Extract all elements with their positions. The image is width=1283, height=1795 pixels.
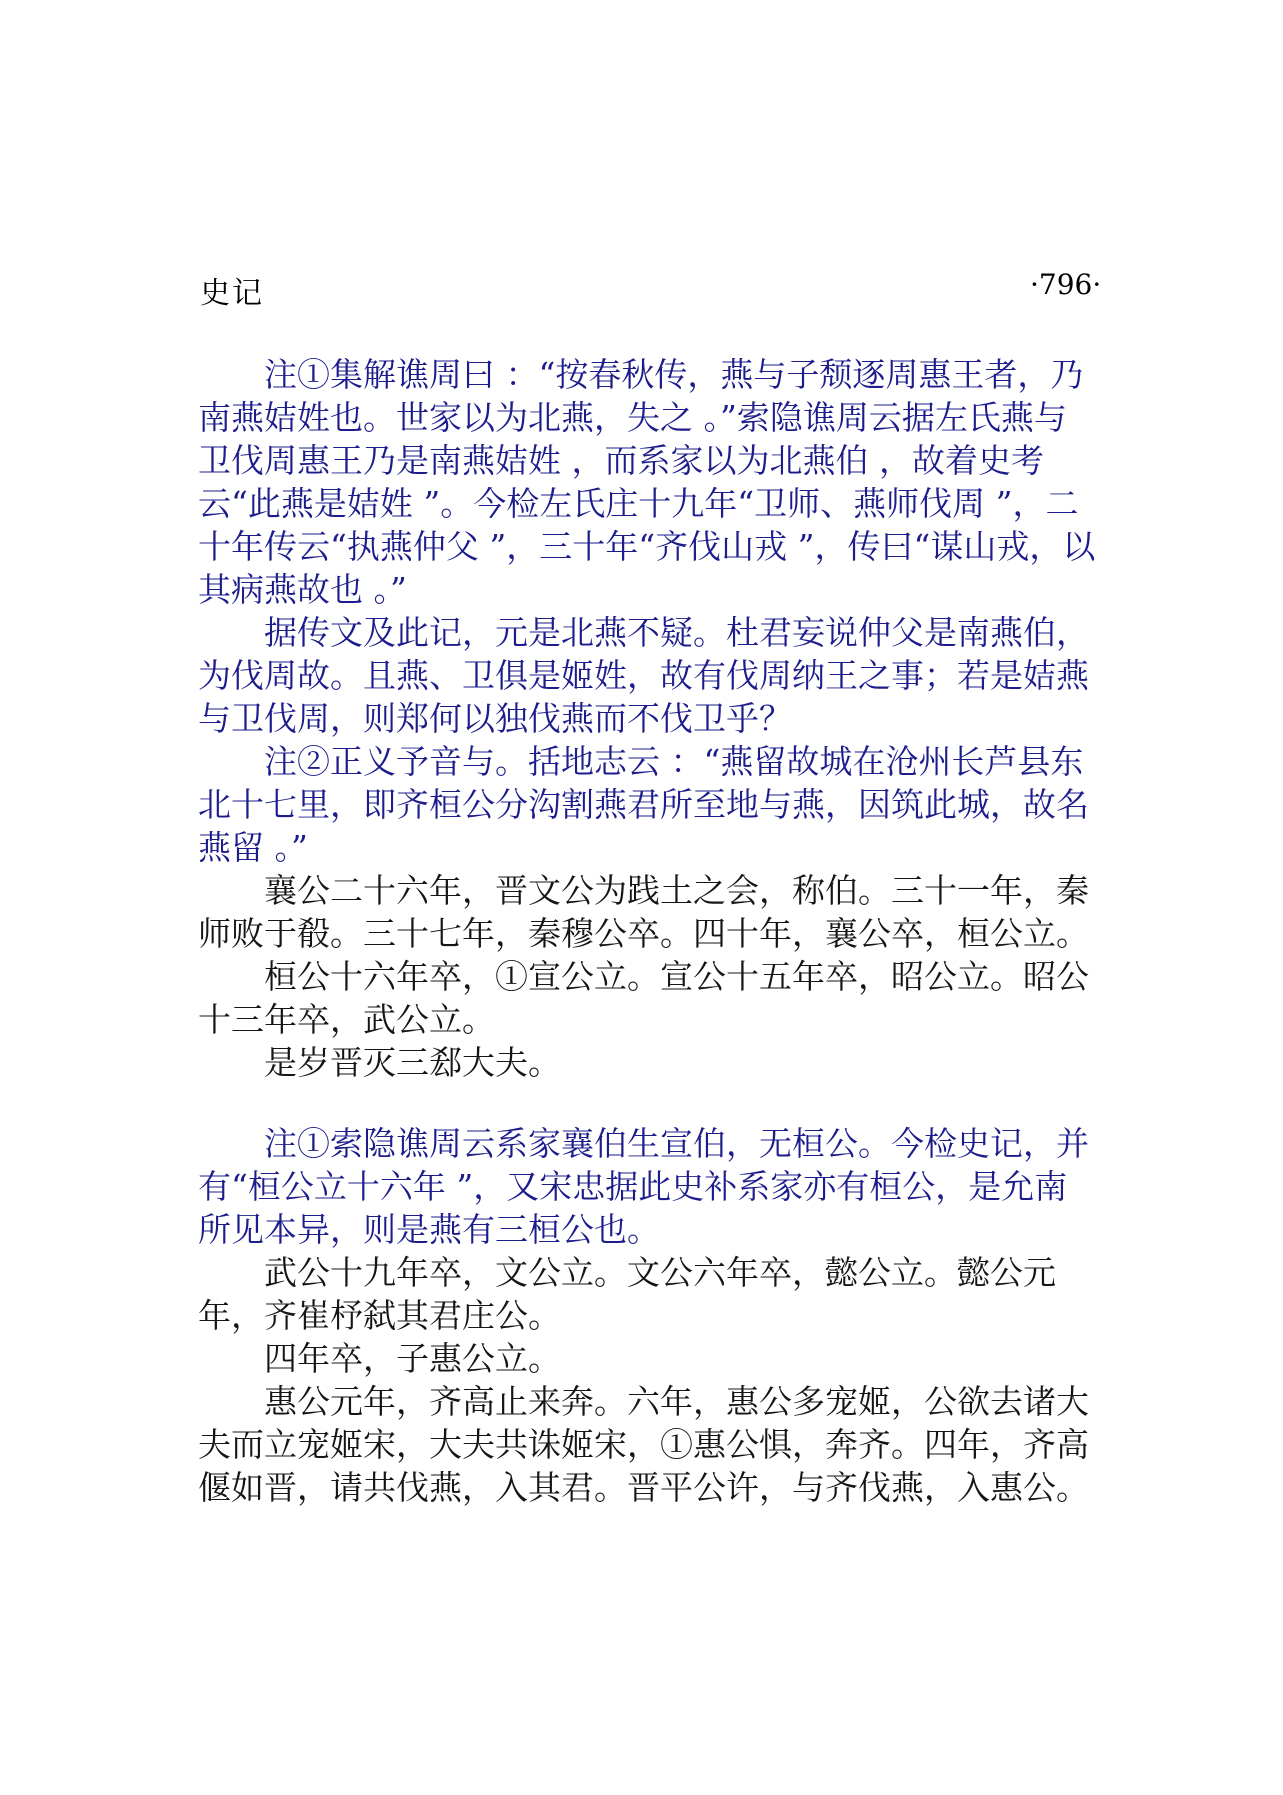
annotation-paragraph: 注①集解谯周曰 ：“按春秋传，燕与子颓逐周惠王者，乃南燕姞姓也。世家以为北燕，失之 。”索隐谯周云据左氏燕与卫伐周惠王乃是南燕姞姓 ，而系家以为北燕伯 ，故着史考云“此燕是姞姓 ”。今检左氏庄十九年“卫师、燕师伐周 ”，二十年传云“执燕仲父 ”，三十年“齐伐山戎 ”，传曰“谋山戎，以其病燕故也 。” — [198, 355, 1096, 609]
page-number: ·796· — [1030, 268, 1102, 301]
text-block-upper — [198, 353, 1098, 1084]
main-text-paragraph: 桓公十六年卒，①宣公立。宣公十五年卒，昭公立。昭公十三年卒，武公立。 — [198, 957, 1089, 1039]
main-text-paragraph: 惠公元年，齐高止来奔。六年，惠公多宠姬，公欲去诸大夫而立宠姬宋，大夫共诛姬宋，①惠公惧，奔齐。四年，齐高偃如晋，请共伐燕，入其君。晋平公许，与齐伐燕，入惠公。 — [198, 1382, 1089, 1507]
main-text-paragraph: 四年卒，子惠公立。 — [264, 1339, 561, 1378]
annotation-paragraph: 据传文及此记，元是北燕不疑。杜君妄说仲父是南燕伯，为伐周故。且燕、卫俱是姬姓，故有伐周纳王之事；若是姞燕与卫伐周，则郑何以独伐燕而不伐卫乎？ — [198, 613, 1089, 738]
main-text-paragraph: 武公十九年卒，文公立。文公六年卒，懿公立。懿公元年，齐崔杼弑其君庄公。 — [198, 1253, 1056, 1335]
main-text-paragraph: 是岁晋灭三郄大夫。 — [264, 1043, 561, 1082]
book-title: 史记 — [200, 276, 264, 311]
annotation-paragraph: 注①索隐谯周云系家襄伯生宣伯，无桓公。今检史记，并有“桓公立十六年 ”，又宋忠据此史补系家亦有桓公，是允南所见本异，则是燕有三桓公也。 — [198, 1124, 1089, 1249]
annotation-paragraph: 注②正义予音与。括地志云 ：“燕留故城在沧州长芦县东北十七里，即齐桓公分沟割燕君所至地与燕，因筑此城，故名燕留 。” — [198, 742, 1089, 867]
main-text-paragraph: 襄公二十六年，晋文公为践土之会，称伯。三十一年，秦师败于殽。三十七年，秦穆公卒。四十年，襄公卒，桓公立。 — [198, 871, 1089, 953]
text-block-lower — [198, 1122, 1098, 1509]
